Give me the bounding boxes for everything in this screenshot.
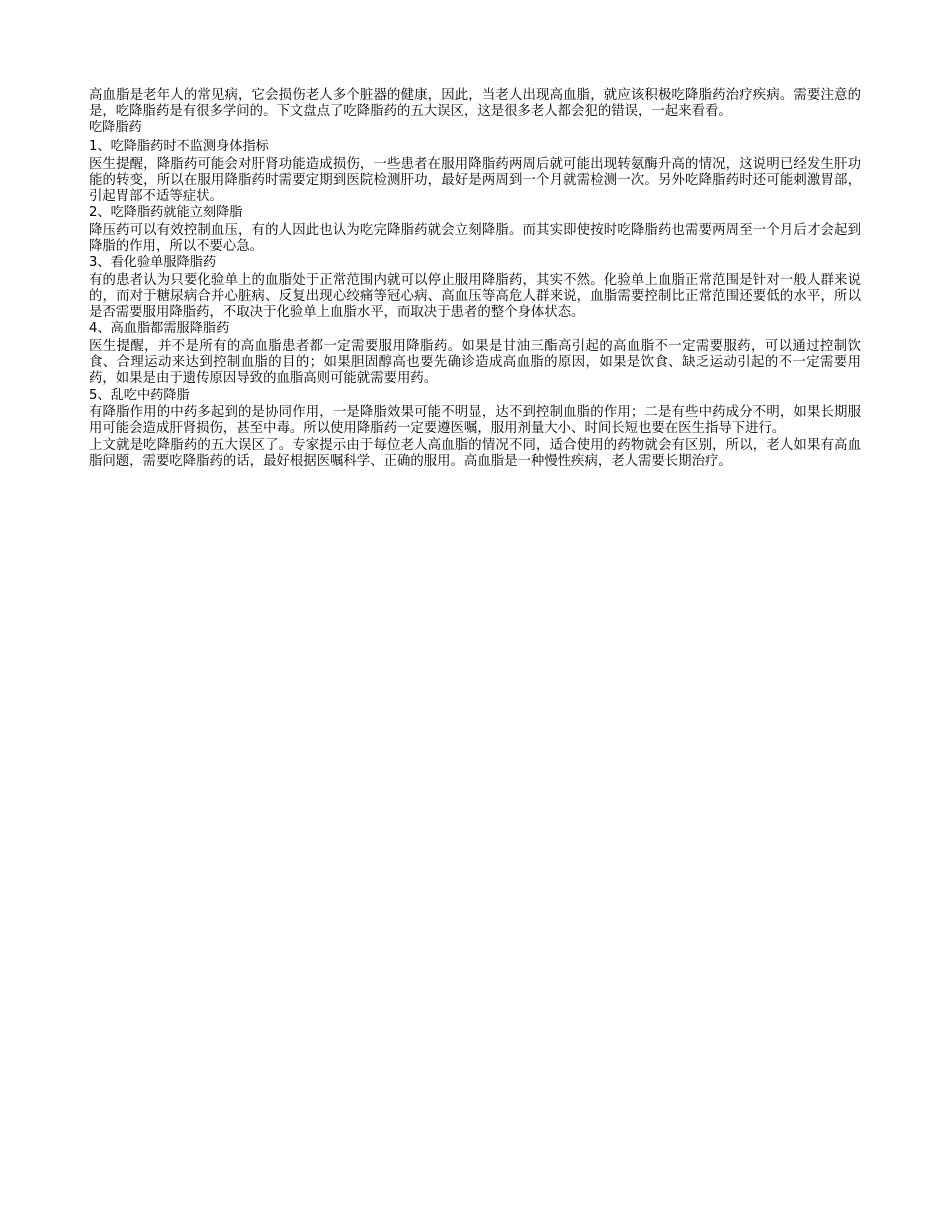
section-heading: 2、吃降脂药就能立刻降脂 (89, 205, 243, 221)
section-heading: 1、吃降脂药时不监测身体指标 (89, 139, 269, 154)
section-body: 有降脂作用的中药多起到的是协同作用，一是降脂效果可能不明显，达不到控制血脂的作用；二是有些中药成分不明，如果长期服用可能会造成肝肾损伤，甚至中毒。所以使用降脂药一定要遵医嘱，服用剂量大小、时间长短也要在医生指导下进行。 (89, 405, 861, 437)
section-heading: 3、看化验单服降脂药 (89, 255, 217, 271)
section-heading: 4、高血脂都需服降脂药 (89, 321, 230, 337)
section-heading: 5、乱吃中药降脂 (89, 387, 190, 403)
topic-heading: 吃降脂药 (89, 120, 142, 136)
section-body: 医生提醒，降脂药可能会对肝肾功能造成损伤，一些患者在服用降脂药两周后就可能出现转氨酶升高的情况，这说明已经发生肝功能的转变，所以在服用降脂药时需要定期到医院检测肝功，最好是两周到一个月就需检测一次。另外吃降脂药时还可能刺激胃部，引起胃部不适等症状。 (89, 156, 861, 204)
section-body: 有的患者认为只要化验单上的血脂处于正常范围内就可以停止服用降脂药，其实不然。化验单上血脂正常范围是针对一般人群来说的，而对于糖尿病合并心脏病、反复出现心绞痛等冠心病、高血压等高危人群来说，血脂需要控制比正常范围还要低的水平，所以是否需要服用降脂药，不取决于化验单上血脂水平，而取决于患者的整个身体状态。 (89, 272, 861, 321)
article (89, 88, 861, 470)
intro-paragraph: 高血脂是老年人的常见病，它会损伤老人多个脏器的健康，因此，当老人出现高血脂，就应该积极吃降脂药治疗疾病。需要注意的是，吃降脂药是有很多学问的。下文盘点了吃降脂药的五大误区，这是很多老人都会犯的错误，一起来看看。 (89, 88, 861, 120)
section-body: 医生提醒，并不是所有的高血脂患者都一定需要服用降脂药。如果是甘油三酯高引起的高血脂不一定需要服药，可以通过控制饮食、合理运动来达到控制血脂的目的；如果胆固醇高也要先确诊造成高血脂的原因，如果是饮食、缺乏运动引起的不一定需要用药，如果是由于遗传原因导致的血脂高则可能就需要用药。 (89, 339, 861, 387)
section-body: 降压药可以有效控制血压，有的人因此也认为吃完降脂药就会立刻降脂。而其实即使按时吃降脂药也需要两周至一个月后才会起到降脂的作用，所以不要心急。 (89, 222, 861, 254)
conclusion-paragraph: 上文就是吃降脂药的五大误区了。专家提示由于每位老人高血脂的情况不同，适合使用的药物就会有区别，所以，老人如果有高血脂问题，需要吃降脂药的话，最好根据医嘱科学、正确的服用。高血脂是一种慢性疾病，老人需要长期治疗。 (89, 437, 861, 469)
